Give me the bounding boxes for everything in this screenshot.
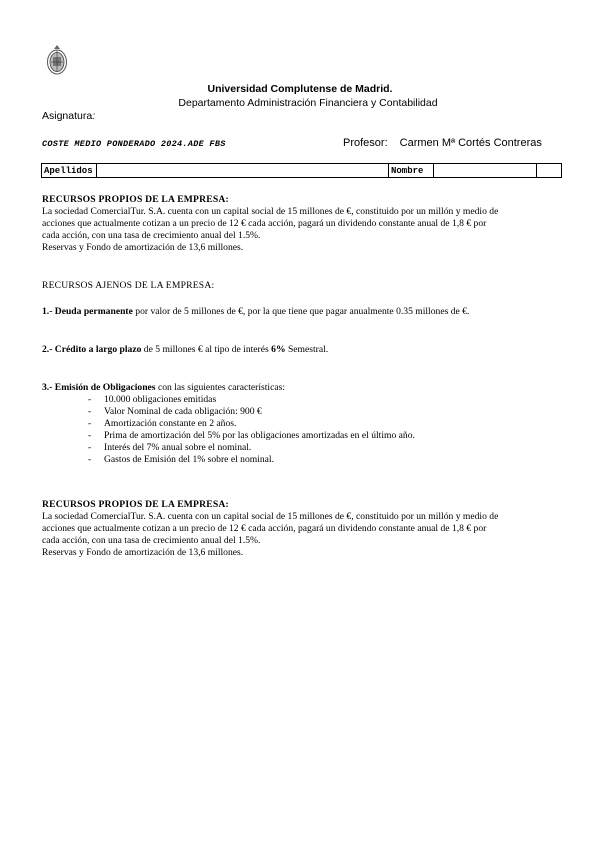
profesor-line	[343, 137, 542, 149]
section-recursos-propios	[42, 194, 574, 254]
list-item: - Prima de amortización del 5% por las obligaciones amortizadas en el último año.	[88, 430, 574, 442]
university-seal-icon	[46, 44, 68, 78]
list-item: - Amortización constante en 2 años.	[88, 418, 574, 430]
paragraph-line: cada acción, con una tasa de crecimiento anual del 1.5%.	[42, 535, 261, 546]
item-deuda-permanente	[42, 306, 574, 318]
extra-field[interactable]	[537, 164, 562, 178]
department-name: Departamento Administración Financiera y Contabilidad	[178, 97, 438, 109]
asignatura-label	[42, 110, 95, 122]
list-item: - Gastos de Emisión del 1% sobre el nominal.	[88, 454, 574, 466]
features-list	[42, 394, 574, 466]
interest-rate: 6%	[271, 344, 286, 355]
item-label: 1.- Deuda permanente	[42, 306, 133, 317]
paragraph-line: acciones que actualmente cotizan a un precio de 12 € cada acción, pagará un dividendo constante anual de 1,8 € por	[42, 218, 487, 229]
list-item: - Interés del 7% anual sobre el nominal.	[88, 442, 574, 454]
apellidos-field[interactable]	[97, 164, 389, 178]
section-recursos-propios-repeat	[42, 499, 574, 559]
apellidos-label: Apellidos	[42, 164, 97, 178]
item-text: de 5 millones € al tipo de interés	[141, 344, 272, 355]
list-item: - 10.000 obligaciones emitidas	[88, 394, 574, 406]
paragraph-line: Reservas y Fondo de amortización de 13,6 millones.	[42, 547, 244, 558]
asignatura-colon: :	[92, 110, 96, 122]
profesor-label: Profesor:	[343, 137, 388, 149]
paragraph-line: La sociedad ComercialTur. S.A. cuenta con un capital social de 15 millones de €, constituido por un millón y medio de	[42, 206, 499, 217]
section-heading: RECURSOS PROPIOS DE LA EMPRESA:	[42, 194, 229, 205]
nombre-field[interactable]	[434, 164, 537, 178]
item-label: 2.- Crédito a largo plazo	[42, 344, 142, 355]
profesor-name: Carmen Mª Cortés Contreras	[399, 137, 542, 149]
university-title: Universidad Complutense de Madrid.	[207, 83, 393, 95]
paragraph-line: La sociedad ComercialTur. S.A. cuenta con un capital social de 15 millones de €, constituido por un millón y medio de	[42, 511, 499, 522]
item-credito-largo-plazo	[42, 344, 574, 356]
asignatura-label-text: Asignatura	[42, 110, 93, 122]
item-text: por valor de 5 millones de €, por la que tiene que pagar anualmente 0.35 millones de €.	[132, 306, 470, 317]
section-recursos-ajenos	[42, 280, 574, 292]
item-emision-obligaciones	[42, 382, 574, 466]
item-text: con las siguientes características:	[155, 382, 286, 393]
section-heading: RECURSOS AJENOS DE LA EMPRESA:	[42, 280, 215, 291]
nombre-label: Nombre	[389, 164, 434, 178]
list-item: - Valor Nominal de cada obligación: 900 €	[88, 406, 574, 418]
section-heading: RECURSOS PROPIOS DE LA EMPRESA:	[42, 499, 229, 510]
paragraph-line: acciones que actualmente cotizan a un precio de 12 € cada acción, pagará un dividendo constante anual de 1,8 € por	[42, 523, 487, 534]
item-text: Semestral.	[285, 344, 329, 355]
student-name-box	[41, 163, 562, 178]
paragraph-line: cada acción, con una tasa de crecimiento anual del 1.5%.	[42, 230, 261, 241]
paragraph-line: Reservas y Fondo de amortización de 13,6 millones.	[42, 242, 244, 253]
course-title: COSTE MEDIO PONDERADO 2024.ADE FBS	[42, 139, 226, 149]
item-label: 3.- Emisión de Obligaciones	[42, 382, 156, 393]
